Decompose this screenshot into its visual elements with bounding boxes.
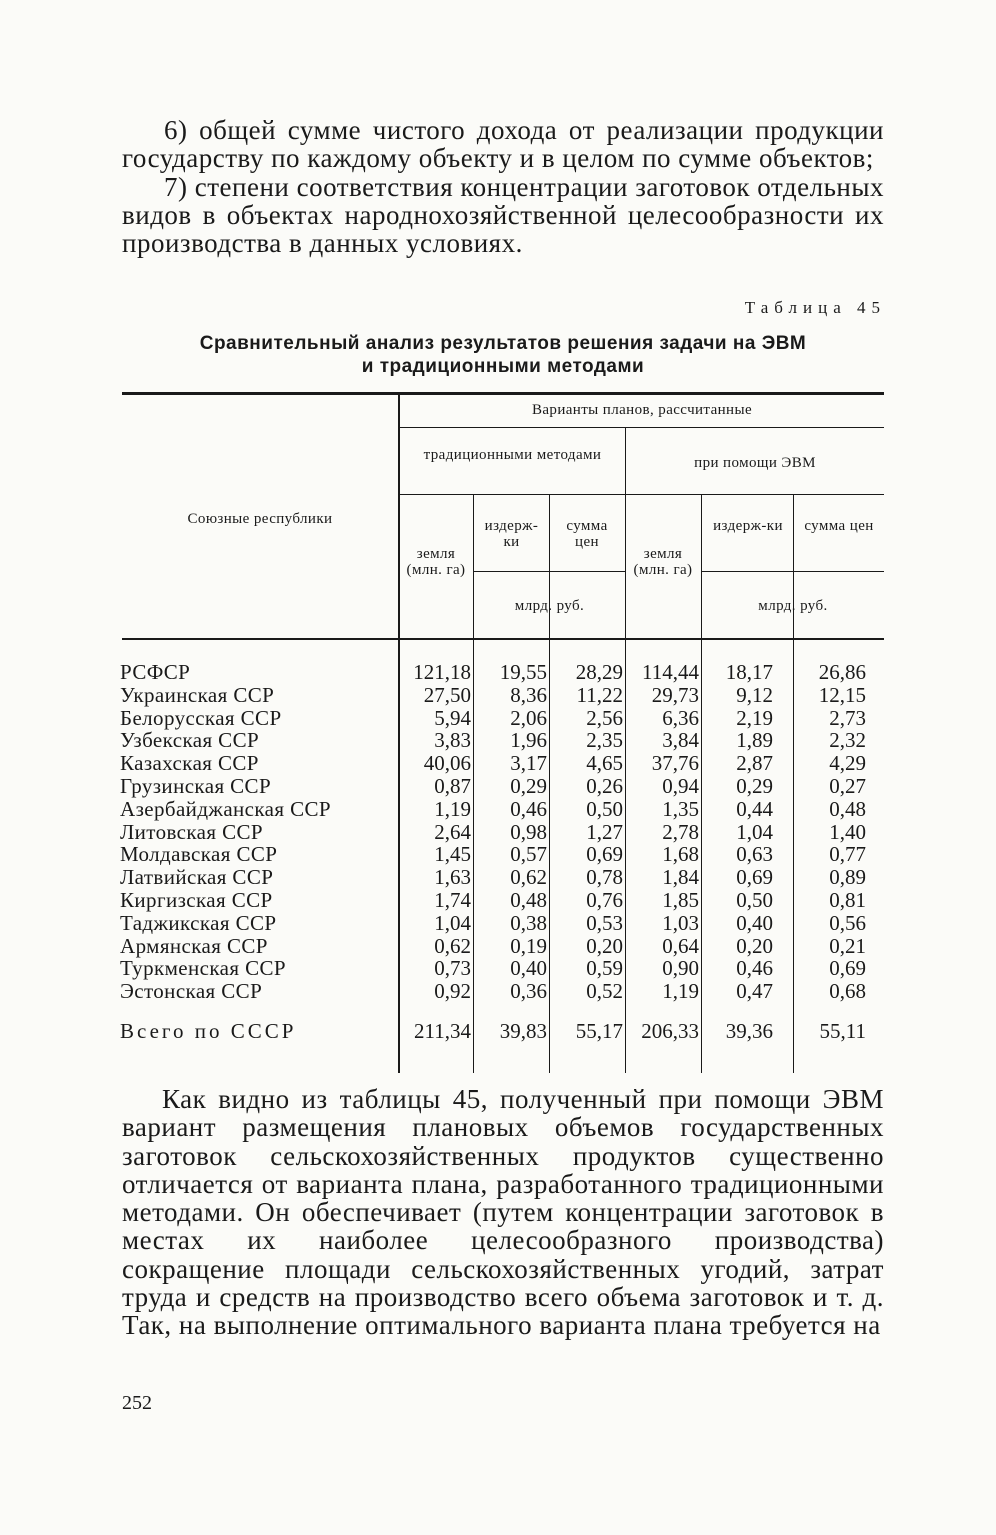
table-cell: 0,62: [510, 865, 547, 890]
table-cell: 1,96: [510, 728, 547, 753]
total-cell: 211,34: [414, 1019, 471, 1043]
vline-1: [398, 395, 400, 1073]
republic-name: Узбекская ССР: [120, 728, 260, 753]
table-cell: 0,46: [736, 956, 773, 981]
republic-name: Казахская ССР: [120, 751, 259, 776]
table-cell: 0,90: [662, 956, 699, 981]
table-cell: 8,36: [510, 682, 547, 707]
table-cell: 2,35: [586, 728, 623, 753]
list-item-6: 6) общей сумме чистого дохода от реализации продукции государству по каждому объекту и в целом по сумме объектов;: [122, 115, 884, 174]
table-cell: 0,48: [829, 796, 866, 821]
table-cell: 1,19: [434, 796, 471, 821]
table-cell: 0,48: [510, 888, 547, 912]
table-cell: 1,85: [662, 888, 699, 912]
table-cell: 4,65: [586, 751, 623, 776]
republic-name: Литовская ССР: [120, 819, 264, 844]
table-cell: 1,89: [736, 728, 773, 753]
table-cell: 27,50: [423, 682, 471, 707]
table-cell: 40,06: [423, 751, 471, 776]
unit-rule-trad: [474, 571, 626, 572]
table-cell: 0,21: [829, 933, 866, 958]
page-number: 252: [122, 1392, 152, 1414]
table-cell: 0,63: [736, 842, 773, 867]
table-cell: 0,44: [736, 796, 773, 821]
table-cell: 3,17: [510, 751, 547, 776]
table-cell: 0,94: [662, 774, 699, 798]
table-cell: 0,69: [586, 842, 623, 867]
table-cell: 29,73: [651, 682, 699, 707]
intro-paragraphs: [122, 116, 884, 257]
table-cell: 2,06: [510, 705, 547, 730]
total-cell: 55,17: [575, 1019, 623, 1043]
republic-name: Латвийская ССР: [120, 865, 274, 890]
header-costs-trad: издерж-ки: [484, 518, 539, 550]
table-cell: 3,84: [662, 728, 699, 753]
vline-4: [625, 427, 626, 1073]
table-cell: 0,57: [510, 842, 547, 867]
table-cell: 2,56: [586, 705, 623, 730]
vline-3: [549, 494, 550, 1073]
header-trad: традиционными методами: [423, 447, 602, 463]
table-cell: 0,29: [736, 774, 773, 798]
vline-6: [793, 494, 794, 1073]
table-cell: 0,46: [510, 796, 547, 821]
header-group: Варианты планов, рассчитанные: [531, 402, 753, 418]
table-cell: 1,19: [662, 979, 699, 1004]
table-cell: 0,29: [510, 774, 547, 798]
header-costs-evm: издерж-ки: [713, 518, 783, 534]
table-cell: 0,53: [586, 910, 623, 935]
table-cell: 4,29: [829, 751, 866, 776]
table-cell: 2,32: [829, 728, 866, 753]
list-item-7: 7) степени соответствия концентрации заготовок отдельных видов в объектах народнохозяйственной целесообразности их производства в данных условиях.: [122, 171, 884, 259]
table-cell: 0,52: [586, 979, 623, 1004]
group-header-rule: [400, 427, 884, 428]
table-top-rule: [122, 392, 884, 395]
table-cell: 26,86: [818, 660, 866, 684]
vline-5: [701, 494, 702, 1073]
total-cell: 39,83: [499, 1019, 547, 1043]
table-cell: 0,98: [510, 819, 547, 844]
header-prices-evm: сумма цен: [804, 518, 874, 534]
table-title-line-1: Сравнительный анализ результатов решения задачи на ЭВМ: [199, 333, 807, 354]
table-cell: 0,27: [829, 774, 866, 798]
table-cell: 0,89: [829, 865, 866, 890]
table-cell: 0,50: [736, 888, 773, 912]
table-cell: 2,87: [736, 751, 773, 776]
table-cell: 28,29: [575, 660, 623, 684]
table-cell: 5,94: [434, 705, 471, 730]
table-cell: 0,40: [736, 910, 773, 935]
table-title: [122, 332, 884, 378]
table-title-line-2: и традиционными методами: [361, 356, 645, 377]
table-cell: 1,74: [434, 888, 471, 912]
table-cell: 2,78: [662, 819, 699, 844]
table-cell: 121,18: [413, 660, 471, 684]
table-cell: 0,78: [586, 865, 623, 890]
total-row-label: Всего по СССР: [120, 1019, 297, 1043]
republic-name: Азербайджанская ССР: [120, 796, 332, 821]
table-cell: 0,62: [434, 933, 471, 958]
table-cell: 0,47: [736, 979, 773, 1004]
table-cell: 0,56: [829, 910, 866, 935]
header-bottom-rule: [122, 638, 884, 640]
table-cell: 0,36: [510, 979, 547, 1004]
table-cell: 6,36: [662, 705, 699, 730]
table-cell: 0,87: [434, 774, 471, 798]
total-cell: 55,11: [819, 1019, 866, 1043]
table-cell: 3,83: [434, 728, 471, 753]
table-cell: 0,69: [736, 865, 773, 890]
header-land-trad: земля (млн. га): [406, 546, 466, 578]
table-cell: 18,17: [725, 660, 773, 684]
republic-name: Грузинская ССР: [120, 774, 272, 798]
table-cell: 12,15: [818, 682, 866, 707]
table-cell: 37,76: [651, 751, 699, 776]
total-cell: 206,33: [641, 1019, 699, 1043]
republic-name: Молдавская ССР: [120, 842, 278, 867]
table-cell: 11,22: [576, 682, 623, 707]
table-cell: 1,68: [662, 842, 699, 867]
table-cell: 2,73: [829, 705, 866, 730]
total-cell: 39,36: [725, 1019, 773, 1043]
table-cell: 0,59: [586, 956, 623, 981]
table-cell: 1,04: [736, 819, 773, 844]
table-cell: 1,45: [434, 842, 471, 867]
body-paragraph: [122, 1085, 884, 1340]
header-bln-rub-evm: млрд. руб.: [758, 598, 828, 614]
table-cell: 9,12: [736, 682, 773, 707]
table-cell: 0,20: [736, 933, 773, 958]
republic-name: Киргизская ССР: [120, 888, 273, 912]
republic-name: Украинская ССР: [120, 682, 275, 707]
table-cell: 0,69: [829, 956, 866, 981]
table-cell: 1,04: [434, 910, 471, 935]
table-cell: 0,38: [510, 910, 547, 935]
republic-name: Туркменская ССР: [120, 956, 286, 981]
body-text: Как видно из таблицы 45, полученный при помощи ЭВМ вариант размещения плановых объемов государственных заготовок сельскохозяйственных продуктов существенно отличается от варианта плана, разработанного традиционными методами. Он обеспечивает (путем концентрации заготовок в местах их наиболее целесообразного производства) сокращение площади сельскохозяйственных угодий, затрат труда и средств на производство всего объема заготовок и т. д. Так, на выполнение оптимального варианта плана требуется на: [122, 1084, 884, 1341]
republic-name: Таджикская ССР: [120, 910, 277, 935]
table-cell: 0,64: [662, 933, 699, 958]
table-cell: 0,50: [586, 796, 623, 821]
table-cell: 0,26: [586, 774, 623, 798]
table-cell: 0,76: [586, 888, 623, 912]
table-cell: 1,27: [586, 819, 623, 844]
header-evm: при помощи ЭВМ: [694, 455, 816, 471]
table-cell: 0,19: [510, 933, 547, 958]
table-cell: 2,19: [736, 705, 773, 730]
table-cell: 1,40: [829, 819, 866, 844]
republic-name: Армянская ССР: [120, 933, 268, 958]
vline-2: [473, 494, 474, 1073]
table-cell: 0,77: [829, 842, 866, 867]
table-cell: 0,20: [586, 933, 623, 958]
table-cell: 0,40: [510, 956, 547, 981]
republic-name: Белорусская ССР: [120, 705, 282, 730]
header-prices-trad: сумма цен: [566, 518, 608, 550]
table-cell: 0,81: [829, 888, 866, 912]
table-cell: 19,55: [499, 660, 547, 684]
republic-name: Эстонская ССР: [120, 979, 263, 1004]
table-cell: 1,84: [662, 865, 699, 890]
table-cell: 1,63: [434, 865, 471, 890]
table-cell: 0,73: [434, 956, 471, 981]
table-cell: 2,64: [434, 819, 471, 844]
table-cell: 1,35: [662, 796, 699, 821]
header-bln-rub-trad: млрд. руб.: [514, 598, 585, 614]
table-number: Таблица 45: [744, 298, 886, 317]
header-republics: Союзные республики: [187, 511, 333, 527]
table-cell: 0,68: [829, 979, 866, 1004]
header-land-evm: земля (млн. га): [633, 546, 693, 578]
republic-name: РСФСР: [120, 660, 191, 684]
table-cell: 114,44: [642, 660, 699, 684]
table-cell: 0,92: [434, 979, 471, 1004]
table-cell: 1,03: [662, 910, 699, 935]
